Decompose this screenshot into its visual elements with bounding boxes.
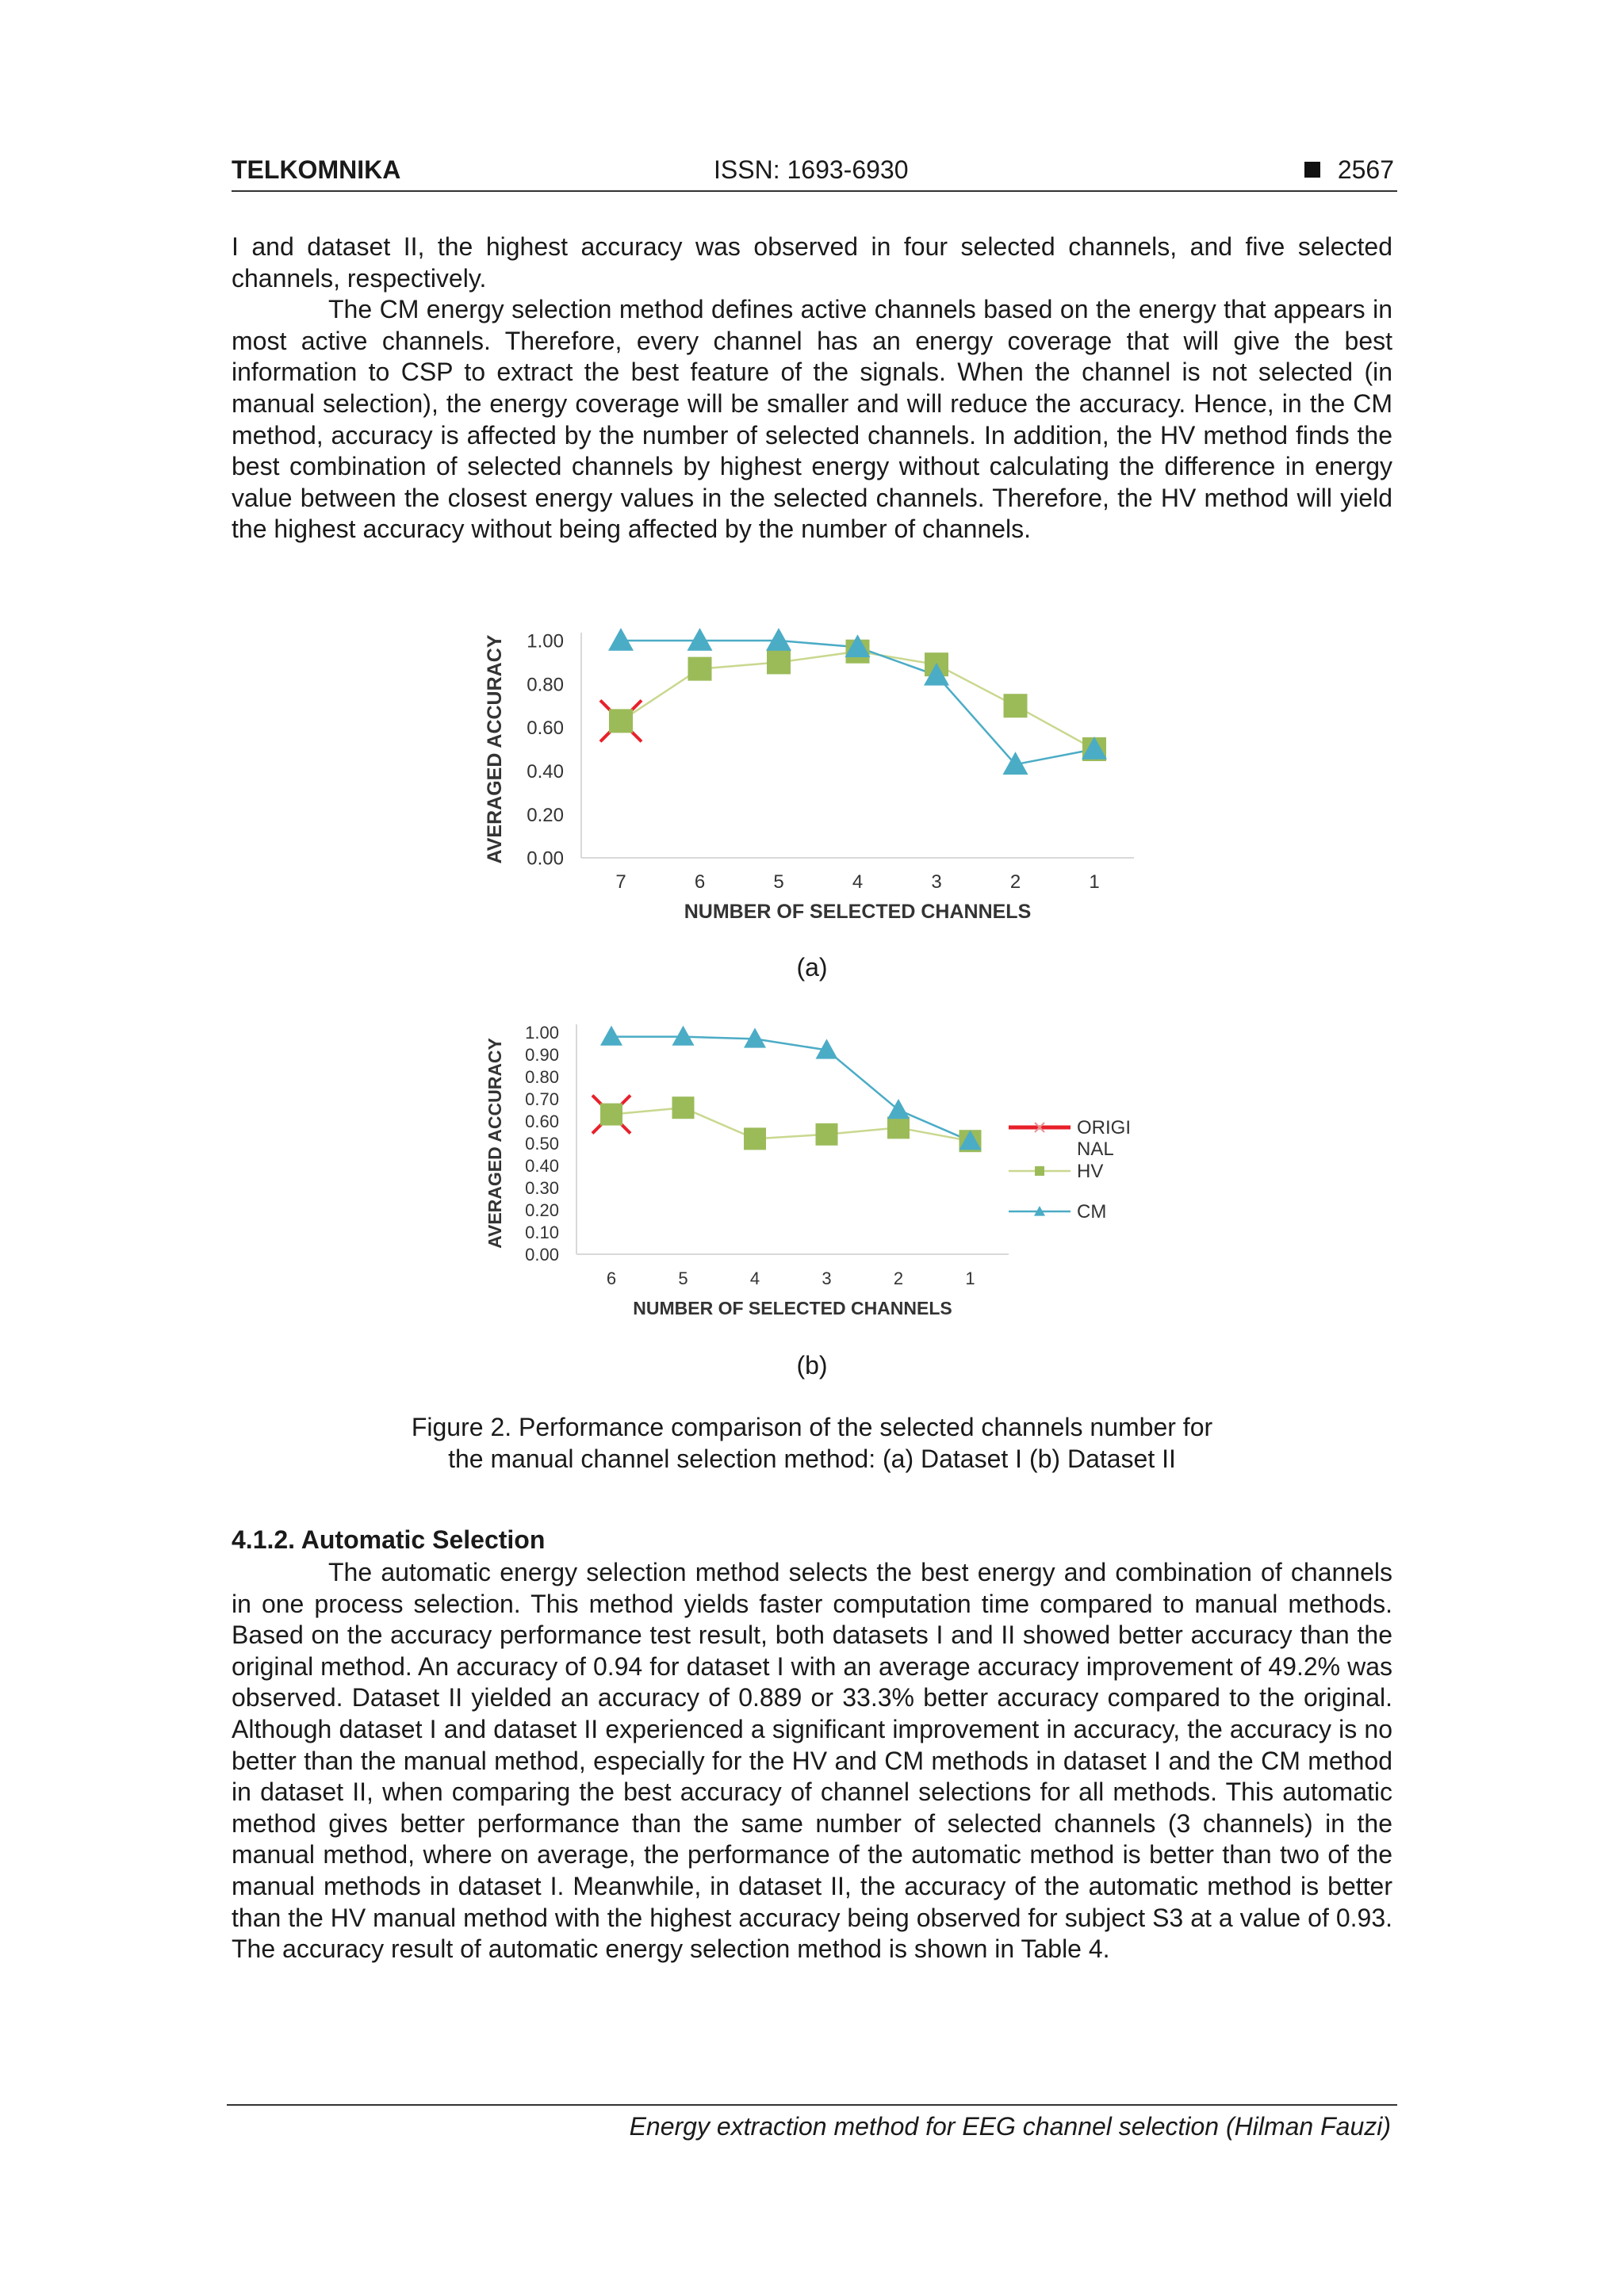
x-tick-label: 1 (965, 1269, 975, 1288)
square-bullet-icon (1304, 162, 1320, 178)
page-number-group (1304, 155, 1394, 185)
data-point-hv (887, 1116, 910, 1138)
page-footer (227, 2104, 1397, 2141)
y-tick-label: 0.70 (525, 1089, 559, 1109)
x-tick-label: 2 (1009, 871, 1021, 893)
legend-label-hv: HV (1077, 1161, 1104, 1182)
data-point-hv (672, 1096, 695, 1119)
paragraph: The automatic energy selection method selects the best energy and combination of channels in one process selection. This method yields faster computation time compared to manual methods. Based on the accuracy performance test result, both datasets I and II showed better accuracy than the original method. An accuracy of 0.94 for dataset I with an average accuracy improvement of 49.2% was observed. Dataset II yielded an accuracy of 0.889 or 33.3% better accuracy compared to the original. Although dataset I and dataset II experienced a significant improvement in accuracy, the accuracy is no better than the manual method, especially for the HV and CM methods in dataset I and the CM method in dataset II, when comparing the best accuracy of channel selections for all methods. This automatic method gives better performance than the same number of selected channels (3 channels) in the manual method, where on average, the performance of the automatic method is better than two of the manual methods in dataset I. Meanwhile, in dataset II, the accuracy of the automatic method is better than the HV manual method with the highest accuracy being observed for subject S3 at a value of 0.93. The accuracy result of automatic energy selection method is shown in Table 4. (232, 1558, 1392, 1964)
y-tick-label: 0.60 (527, 718, 564, 740)
y-tick-label: 1.00 (527, 630, 564, 652)
series-line-cm (611, 1037, 971, 1142)
y-tick-label: 0.40 (527, 761, 564, 783)
body-text-top (232, 232, 1392, 545)
chart-b (0, 1007, 1624, 1340)
paragraph: I and dataset II, the highest accuracy was observed in four selected channels, and five selected channels, respectively. (232, 232, 1392, 293)
figure-caption-line: Figure 2. Performance comparison of the selected channels number for (411, 1413, 1213, 1441)
y-tick-label: 0.90 (525, 1044, 559, 1065)
x-tick-label: 7 (615, 871, 626, 893)
data-point-cm (766, 628, 791, 651)
data-point-cm (672, 1026, 695, 1046)
x-tick-label: 3 (822, 1269, 832, 1288)
chart-legend (1009, 1117, 1131, 1223)
legend-label-original: NAL (1077, 1138, 1114, 1160)
y-tick-label: 0.60 (525, 1111, 559, 1131)
issn: ISSN: 1693-6930 (714, 155, 909, 184)
legend-label-cm: CM (1077, 1201, 1107, 1223)
x-tick-label: 6 (694, 871, 706, 893)
body-text-bottom (232, 1557, 1392, 1965)
legend-marker-hv (1035, 1166, 1044, 1176)
y-tick-label: 0.80 (525, 1066, 559, 1087)
data-point-cm (608, 628, 634, 651)
panel-label-b: (b) (796, 1351, 828, 1380)
y-tick-label: 0.80 (527, 674, 564, 696)
y-axis-title: AVERAGED ACCURACY (484, 634, 506, 864)
data-point-hv (600, 1104, 622, 1126)
x-tick-label: 3 (931, 871, 942, 893)
x-tick-label: 5 (678, 1269, 688, 1288)
data-point-hv (688, 657, 712, 681)
chart-a (0, 618, 1624, 936)
x-axis-title: NUMBER OF SELECTED CHANNELS (633, 1298, 952, 1318)
x-tick-label: 4 (749, 1269, 760, 1288)
data-point-cm (688, 628, 713, 651)
journal-name: TELKOMNIKA (232, 155, 401, 184)
data-point-hv (744, 1127, 766, 1150)
figure-caption-line: the manual channel selection method: (a) Dataset I (b) Dataset II (448, 1445, 1176, 1473)
y-axis-title: AVERAGED ACCURACY (485, 1038, 505, 1249)
x-tick-label: 5 (773, 871, 784, 893)
x-tick-label: 6 (606, 1269, 617, 1288)
y-tick-label: 1.00 (525, 1022, 559, 1043)
x-tick-label: 1 (1089, 871, 1100, 893)
figure-caption (232, 1411, 1392, 1475)
paragraph: The CM energy selection method defines active channels based on the energy that appears in most active channels. Therefore, every channel has an energy coverage that will give the best information to CSP to extract the best feature of the signals. When the channel is not selected (in manual selection), the energy coverage will be smaller and will reduce the accuracy. Hence, in the CM method, accuracy is affected by the number of selected channels. In addition, the HV method finds the best combination of selected channels by highest energy without calculating the difference in energy value between the closest energy values in the selected channels. Therefore, the HV method will yield the highest accuracy without being affected by the number of channels. (232, 295, 1392, 544)
y-tick-label: 0.20 (525, 1200, 559, 1220)
y-tick-label: 0.10 (525, 1222, 559, 1242)
y-tick-label: 0.00 (525, 1244, 559, 1265)
section-heading: 4.1.2. Automatic Selection (232, 1525, 546, 1554)
data-point-cm (600, 1026, 622, 1046)
page-number: 2567 (1337, 155, 1394, 184)
page-header (232, 155, 1397, 192)
y-tick-label: 0.00 (527, 848, 564, 870)
y-tick-label: 0.50 (525, 1133, 559, 1154)
legend-label-original: ORIGI (1077, 1117, 1132, 1138)
y-tick-label: 0.40 (525, 1155, 559, 1176)
x-tick-label: 4 (852, 871, 864, 893)
data-point-cm (887, 1099, 910, 1119)
panel-label-a: (a) (796, 953, 828, 982)
series-line-hv (611, 1108, 971, 1141)
data-point-hv (816, 1123, 838, 1146)
y-tick-label: 0.20 (527, 804, 564, 826)
y-tick-label: 0.30 (525, 1177, 559, 1198)
data-point-hv (767, 650, 791, 674)
footer-text: Energy extraction method for EEG channel selection (Hilman Fauzi) (629, 2112, 1391, 2141)
data-point-hv (1004, 694, 1028, 718)
x-tick-label: 2 (893, 1269, 904, 1288)
data-point-hv (609, 709, 633, 733)
x-axis-title: NUMBER OF SELECTED CHANNELS (684, 901, 1032, 923)
